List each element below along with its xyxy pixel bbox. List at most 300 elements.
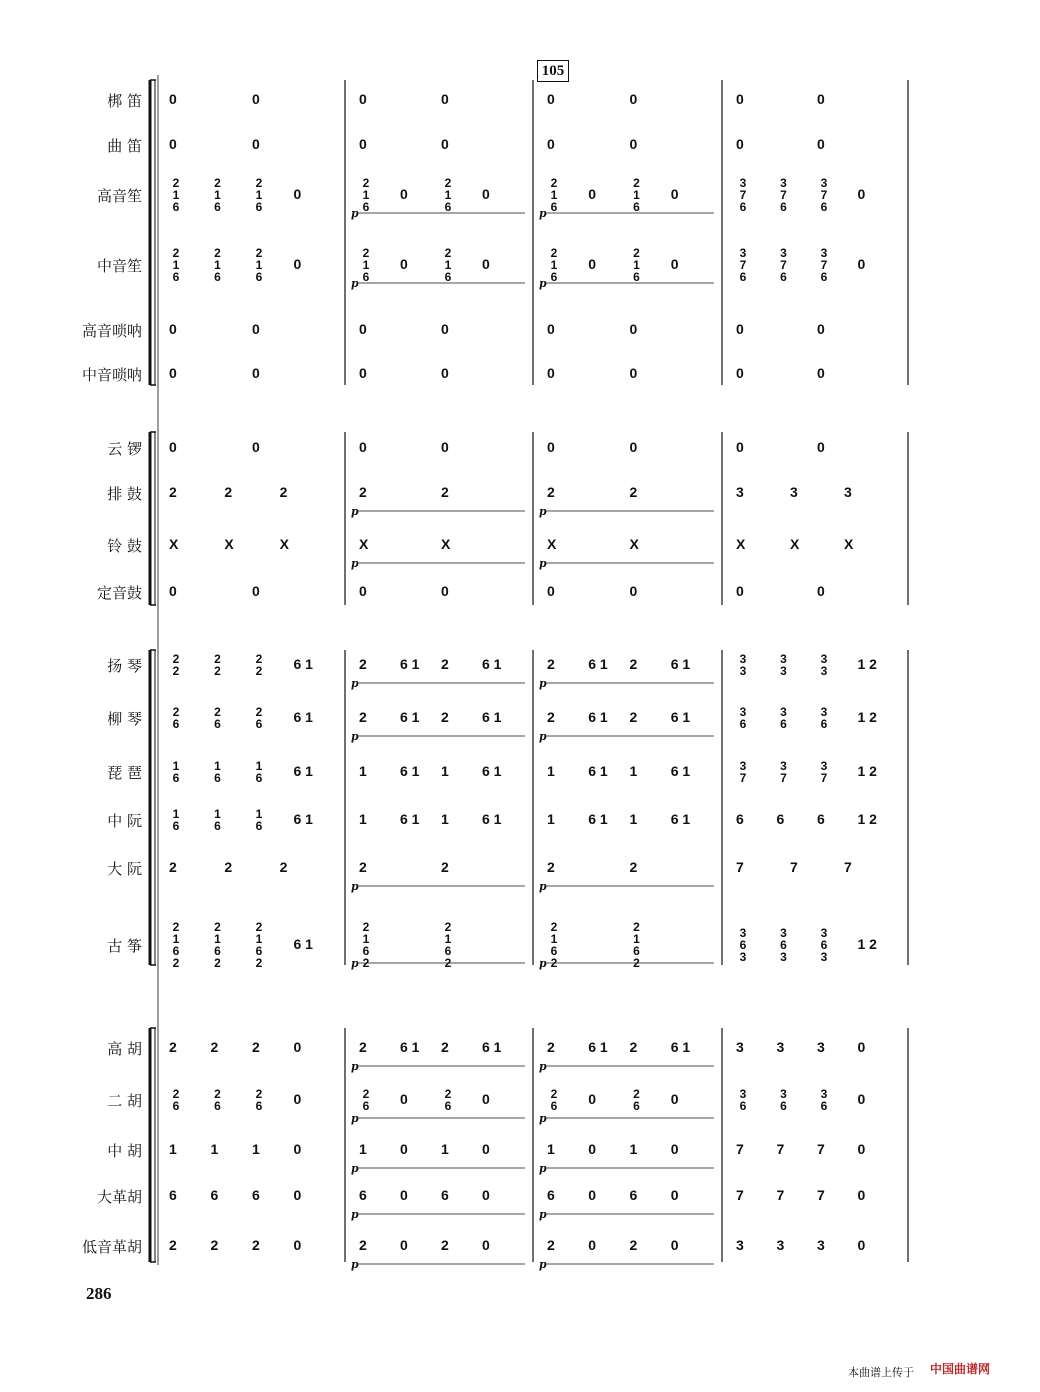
dynamic-mark: p	[351, 207, 359, 220]
dynamic-mark: p	[351, 1112, 359, 1125]
note: 0	[547, 365, 555, 381]
instrument-label: 梆 笛	[107, 92, 142, 110]
note: 6 1	[670, 811, 691, 827]
note: 0	[482, 186, 490, 202]
note: X	[169, 536, 179, 552]
chord-notes: 2 1 6 2	[550, 920, 558, 970]
note: 1	[359, 811, 367, 827]
note: 1	[629, 1141, 638, 1157]
note: 3	[776, 1039, 785, 1055]
note: 0	[547, 91, 555, 107]
note: 0	[441, 439, 449, 455]
note: 3	[817, 1039, 825, 1055]
note: 0	[359, 365, 367, 381]
note: 3	[736, 484, 744, 500]
dynamic-mark: p	[539, 1162, 547, 1175]
note: 0	[817, 321, 825, 337]
note: 1	[441, 811, 449, 827]
instrument-label: 高 胡	[107, 1040, 142, 1058]
dynamic-mark: p	[351, 880, 359, 893]
note: 2	[359, 656, 367, 672]
note: 6 1	[482, 811, 502, 827]
note: 2	[547, 484, 555, 500]
chord-notes: 3 7 6	[820, 246, 828, 284]
chord-notes: 2 6	[362, 1087, 370, 1113]
note: 6 1	[293, 763, 313, 779]
note: 0	[252, 439, 260, 455]
chord-notes: 3 7 6	[739, 176, 747, 214]
note: 7	[776, 1187, 785, 1203]
instrument-label: 古 筝	[107, 937, 142, 955]
note: 1	[629, 811, 638, 827]
instrument-label: 二 胡	[107, 1092, 142, 1110]
chord-notes: 1 6	[255, 807, 263, 833]
chord-notes: 3 3	[780, 652, 787, 678]
note: 0	[169, 439, 177, 455]
note: 3	[776, 1237, 785, 1253]
note: 2	[359, 484, 367, 500]
note: 2	[359, 709, 367, 725]
note: 0	[736, 365, 744, 381]
note: 2	[359, 1039, 367, 1055]
note: 2	[441, 1039, 449, 1055]
note: 1 2	[857, 709, 877, 725]
note: 2	[279, 484, 288, 500]
instrument-label: 高音笙	[96, 187, 142, 205]
chord-notes: 3 7	[739, 759, 747, 785]
note: 1	[169, 1141, 177, 1157]
note: 1	[441, 763, 449, 779]
note: 3	[844, 484, 852, 500]
note: 0	[441, 583, 449, 599]
note: 0	[293, 186, 302, 202]
note: 0	[169, 321, 177, 337]
note: 0	[629, 91, 638, 107]
note: 0	[817, 91, 825, 107]
rehearsal-mark: 105	[537, 60, 569, 82]
note: 2	[252, 1039, 260, 1055]
dynamic-mark: p	[539, 277, 547, 290]
note: 0	[547, 136, 555, 152]
note: 0	[400, 1091, 408, 1107]
note: 0	[629, 321, 638, 337]
chord-notes: 2 1 6 2	[214, 920, 221, 970]
note: 2	[359, 859, 367, 875]
note: 1 2	[857, 936, 877, 952]
chord-notes: 2 2	[255, 652, 263, 678]
note: X	[359, 536, 369, 552]
note: X	[224, 536, 234, 552]
note: X	[629, 536, 639, 552]
dynamic-mark: p	[351, 557, 359, 570]
note: X	[844, 536, 854, 552]
dynamic-mark: p	[539, 880, 547, 893]
note: 3	[736, 1237, 744, 1253]
note: 0	[252, 136, 260, 152]
chord-notes: 2 6	[255, 705, 263, 731]
chord-notes: 2 1 6	[172, 176, 180, 214]
chord-notes: 2 2	[172, 652, 180, 678]
note: 2	[169, 484, 177, 500]
instrument-label: 中 胡	[107, 1142, 142, 1160]
note: 1	[547, 763, 555, 779]
note: 0	[482, 1187, 490, 1203]
note: 0	[293, 1141, 302, 1157]
note: 0	[169, 136, 177, 152]
note: 6 1	[588, 709, 608, 725]
note: 0	[670, 1237, 679, 1253]
note: 0	[857, 256, 866, 272]
note: 6	[547, 1187, 555, 1203]
note: 6	[169, 1187, 177, 1203]
note: X	[441, 536, 451, 552]
instrument-label: 柳 琴	[107, 710, 142, 728]
chord-notes: 2 1 6 2	[172, 920, 180, 970]
instrument-label: 低音革胡	[81, 1238, 142, 1256]
chord-notes: 3 7 6	[739, 246, 747, 284]
chord-notes: 2 1 6	[444, 246, 452, 284]
note: 0	[736, 136, 744, 152]
dynamic-mark: p	[351, 277, 359, 290]
note: 6 1	[482, 1039, 502, 1055]
dynamic-mark: p	[539, 957, 547, 970]
note: 2	[547, 656, 555, 672]
note: 0	[588, 1237, 597, 1253]
note: 7	[736, 1141, 744, 1157]
note: 6 1	[482, 763, 502, 779]
note: 2	[629, 859, 638, 875]
note: 2	[547, 1039, 555, 1055]
note: 0	[817, 583, 825, 599]
dynamic-mark: p	[539, 1112, 547, 1125]
note: 1	[629, 763, 638, 779]
note: 2	[441, 1237, 449, 1253]
note: 6 1	[588, 811, 608, 827]
instrument-label: 定音鼓	[96, 584, 142, 602]
note: 0	[736, 321, 744, 337]
dynamic-mark: p	[539, 505, 547, 518]
note: 1 2	[857, 656, 877, 672]
note: 0	[359, 321, 367, 337]
note: 6 1	[670, 763, 691, 779]
instrument-label: 琵 琶	[107, 764, 142, 782]
note: 0	[670, 1091, 679, 1107]
note: 0	[857, 1237, 866, 1253]
note: 2	[441, 656, 449, 672]
note: 2	[169, 1237, 177, 1253]
note: 2	[629, 656, 638, 672]
note: 2	[224, 859, 233, 875]
dynamic-mark: p	[351, 1060, 359, 1073]
note: 6 1	[588, 763, 608, 779]
note: 0	[670, 256, 679, 272]
chord-notes: 2 1 6	[550, 246, 558, 284]
note: 2	[547, 1237, 555, 1253]
note: 6 1	[588, 656, 608, 672]
note: 0	[293, 1091, 302, 1107]
note: 0	[400, 186, 408, 202]
note: 0	[169, 583, 177, 599]
note: 0	[736, 91, 744, 107]
chord-notes: 3 7	[820, 759, 828, 785]
chord-notes: 2 1 6	[444, 176, 452, 214]
note: 2	[252, 1237, 260, 1253]
note: 0	[359, 439, 367, 455]
note: 0	[400, 1237, 408, 1253]
dynamic-mark: p	[351, 1208, 359, 1221]
note: 0	[670, 1187, 679, 1203]
note: 0	[293, 1237, 302, 1253]
dynamic-mark: p	[351, 505, 359, 518]
dynamic-mark: p	[539, 207, 547, 220]
chord-notes: 2 1 6	[633, 246, 640, 284]
note: 0	[252, 321, 260, 337]
note: 0	[482, 1091, 490, 1107]
note: 0	[482, 256, 490, 272]
note: 0	[857, 1091, 866, 1107]
dynamic-mark: p	[539, 557, 547, 570]
instrument-label: 铃 鼓	[107, 537, 142, 555]
note: 6 1	[400, 763, 420, 779]
note: 6 1	[293, 709, 313, 725]
note: 0	[252, 583, 260, 599]
dynamic-mark: p	[539, 1208, 547, 1221]
note: 0	[588, 256, 597, 272]
note: 6 1	[670, 709, 691, 725]
note: 0	[817, 439, 825, 455]
note: 0	[441, 365, 449, 381]
note: 0	[857, 1141, 866, 1157]
note: 0	[400, 1187, 408, 1203]
note: 0	[400, 1141, 408, 1157]
chord-notes: 2 1 6 2	[362, 920, 370, 970]
note: 6 1	[670, 1039, 691, 1055]
note: 0	[359, 583, 367, 599]
dynamic-mark: p	[351, 957, 359, 970]
note: 2	[629, 709, 638, 725]
dynamic-mark: p	[539, 730, 547, 743]
note: 0	[629, 365, 638, 381]
note: 2	[629, 1039, 638, 1055]
chord-notes: 2 1 6	[550, 176, 558, 214]
note: 2	[224, 484, 233, 500]
note: X	[279, 536, 289, 552]
note: 0	[857, 1187, 866, 1203]
note: 0	[547, 439, 555, 455]
chord-notes: 3 6	[780, 705, 787, 731]
note: 0	[482, 1141, 490, 1157]
chord-notes: 3 6	[820, 705, 828, 731]
note: 2	[441, 709, 449, 725]
instrument-label: 排 鼓	[107, 485, 142, 503]
note: 0	[441, 91, 449, 107]
note: 0	[441, 136, 449, 152]
dynamic-mark: p	[351, 730, 359, 743]
note: 2	[210, 1039, 219, 1055]
note: 0	[629, 136, 638, 152]
note: 2	[441, 859, 449, 875]
note: 0	[588, 186, 597, 202]
instrument-label: 大 阮	[107, 860, 142, 878]
note: 1 2	[857, 811, 877, 827]
note: 1	[359, 763, 367, 779]
note: 0	[629, 439, 638, 455]
note: 0	[400, 256, 408, 272]
dynamic-mark: p	[351, 1258, 359, 1271]
note: 6 1	[400, 709, 420, 725]
note: 6 1	[400, 811, 420, 827]
note: 7	[817, 1141, 825, 1157]
chord-notes: 3 6	[739, 705, 747, 731]
chord-notes: 2 1 6	[362, 246, 370, 284]
note: 0	[359, 136, 367, 152]
note: 6	[441, 1187, 449, 1203]
chord-notes: 2 6	[444, 1087, 452, 1113]
instrument-label: 大革胡	[96, 1188, 142, 1206]
chord-notes: 2 2	[214, 652, 221, 678]
dynamic-mark: p	[539, 1060, 547, 1073]
note: 0	[252, 91, 260, 107]
chord-notes: 2 6	[550, 1087, 558, 1113]
chord-notes: 1 6	[214, 807, 221, 833]
page-number: 286	[86, 1284, 112, 1303]
chord-notes: 3 7 6	[780, 176, 787, 214]
note: X	[790, 536, 800, 552]
note: 0	[293, 1039, 302, 1055]
note: 6 1	[588, 1039, 608, 1055]
note: 0	[857, 186, 866, 202]
note: 3	[817, 1237, 825, 1253]
note: 6	[776, 811, 785, 827]
chord-notes: 2 6	[214, 1087, 221, 1113]
note: 0	[482, 1237, 490, 1253]
note: 6 1	[293, 656, 313, 672]
note: 0	[293, 1187, 302, 1203]
note: 0	[588, 1141, 597, 1157]
note: 0	[857, 1039, 866, 1055]
note: 1	[252, 1141, 260, 1157]
note: 0	[817, 136, 825, 152]
chord-notes: 3 6 3	[780, 926, 787, 964]
note: 0	[670, 1141, 679, 1157]
note: 2	[629, 1237, 638, 1253]
chord-notes: 3 7 6	[780, 246, 787, 284]
note: 6	[629, 1187, 638, 1203]
chord-notes: 2 6	[214, 705, 221, 731]
note: 2	[441, 484, 449, 500]
note: 0	[670, 186, 679, 202]
note: 3	[790, 484, 798, 500]
instrument-label: 中音唢呐	[81, 366, 142, 384]
chord-notes: 3 6	[820, 1087, 828, 1113]
note: 7	[736, 859, 744, 875]
note: 3	[736, 1039, 744, 1055]
note: 7	[736, 1187, 744, 1203]
note: 7	[776, 1141, 785, 1157]
chord-notes: 2 1 6	[255, 176, 263, 214]
chord-notes: 3 7 6	[820, 176, 828, 214]
instrument-label: 扬 琴	[107, 657, 142, 675]
note: 6 1	[482, 709, 502, 725]
note: 0	[736, 439, 744, 455]
note: 2	[169, 1039, 177, 1055]
note: 0	[441, 321, 449, 337]
note: 0	[293, 256, 302, 272]
note: 2	[547, 709, 555, 725]
note: 6	[359, 1187, 367, 1203]
note: 0	[359, 91, 367, 107]
note: 6	[817, 811, 825, 827]
note: 2	[629, 484, 638, 500]
note: 1 2	[857, 763, 877, 779]
note: 0	[588, 1091, 597, 1107]
instrument-label: 高音唢呐	[81, 322, 142, 340]
chord-notes: 2 1 6	[633, 176, 640, 214]
chord-notes: 2 1 6	[214, 176, 221, 214]
chord-notes: 2 1 6	[255, 246, 263, 284]
instrument-label: 云 锣	[107, 440, 142, 458]
note: 6	[736, 811, 744, 827]
chord-notes: 2 1 6	[362, 176, 370, 214]
chord-notes: 2 1 6 2	[444, 920, 452, 970]
chord-notes: 3 3	[820, 652, 828, 678]
chord-notes: 2 6	[172, 705, 180, 731]
note: 7	[790, 859, 798, 875]
chord-notes: 1 6	[214, 759, 221, 785]
dynamic-mark: p	[539, 677, 547, 690]
chord-notes: 3 7	[780, 759, 787, 785]
chord-notes: 2 1 6 2	[255, 920, 263, 970]
note: X	[547, 536, 557, 552]
note: 1	[547, 811, 555, 827]
chord-notes: 2 1 6	[214, 246, 221, 284]
chord-notes: 2 1 6 2	[633, 920, 640, 970]
chord-notes: 3 3	[739, 652, 747, 678]
note: 7	[844, 859, 852, 875]
dynamic-mark: p	[351, 677, 359, 690]
upload-footer-text: 本曲谱上传于	[848, 1366, 914, 1379]
chord-notes: 1 6	[172, 759, 180, 785]
note: 1	[359, 1141, 367, 1157]
note: 6 1	[293, 811, 313, 827]
note: 0	[629, 583, 638, 599]
chord-notes: 3 6	[739, 1087, 747, 1113]
dynamic-mark: p	[351, 1162, 359, 1175]
note: 6 1	[293, 936, 313, 952]
note: 1	[547, 1141, 555, 1157]
note: 0	[169, 365, 177, 381]
note: 6 1	[670, 656, 691, 672]
note: 1	[210, 1141, 219, 1157]
instrument-label: 中 阮	[107, 812, 142, 830]
note: 7	[817, 1187, 825, 1203]
chord-notes: 1 6	[255, 759, 263, 785]
note: 2	[359, 1237, 367, 1253]
dynamic-mark: p	[539, 1258, 547, 1271]
note: 0	[252, 365, 260, 381]
note: 0	[588, 1187, 597, 1203]
note: 0	[547, 321, 555, 337]
chord-notes: 3 6 3	[739, 926, 747, 964]
chord-notes: 3 6	[780, 1087, 787, 1113]
chord-notes: 2 6	[255, 1087, 263, 1113]
note: 6	[252, 1187, 260, 1203]
note: 0	[736, 583, 744, 599]
chord-notes: 2 6	[172, 1087, 180, 1113]
note: 6 1	[400, 1039, 420, 1055]
note: 0	[817, 365, 825, 381]
note: 2	[169, 859, 177, 875]
